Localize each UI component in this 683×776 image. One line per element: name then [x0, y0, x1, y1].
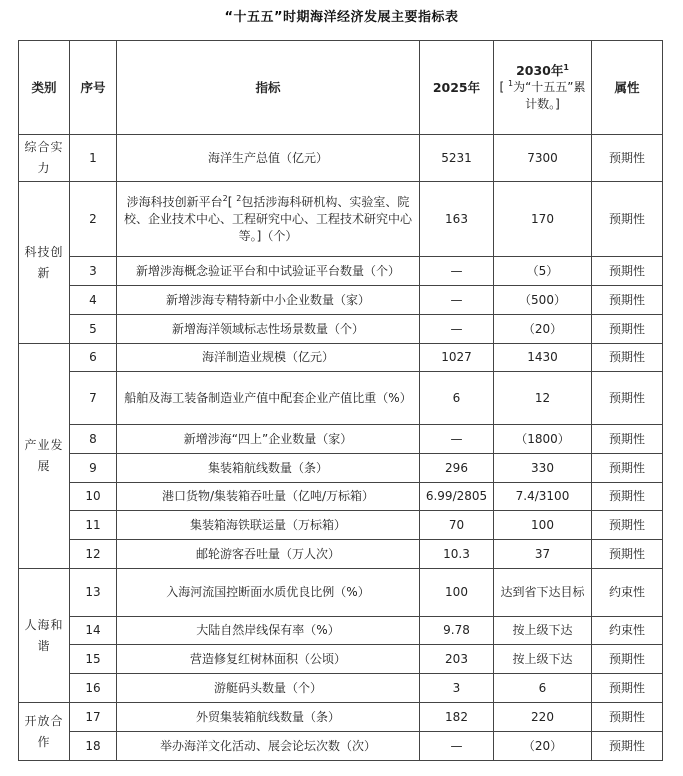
- header-attribute: 属性: [592, 41, 663, 135]
- category-cell: 科技创新: [19, 182, 70, 344]
- value-2030: （20）: [494, 732, 592, 761]
- attribute-cell: 预期性: [592, 372, 663, 425]
- indicator-name: 营造修复红树林面积（公顷）: [117, 645, 420, 674]
- header-2030-label: 2030年: [516, 63, 564, 78]
- row-index: 6: [70, 344, 117, 372]
- indicator-name-part: 包括涉海科研机构、实验室、院校、企业技术中心、工程研究中心、工程技术研究中心等。]（个）: [123, 194, 412, 243]
- value-2030: （500）: [494, 286, 592, 315]
- row-index: 13: [70, 569, 117, 617]
- footnote-mark: 1: [507, 79, 514, 88]
- row-index: 16: [70, 674, 117, 703]
- header-index: 序号: [70, 41, 117, 135]
- table-row: [19, 454, 663, 483]
- value-2025: 1027: [420, 344, 494, 372]
- value-2030: 7.4/3100: [494, 483, 592, 511]
- indicator-name: 海洋生产总值（亿元）: [117, 135, 420, 182]
- table-row: [19, 315, 663, 344]
- value-2030: 1430: [494, 344, 592, 372]
- category-cell: 开放合作: [19, 703, 70, 761]
- attribute-cell: 预期性: [592, 135, 663, 182]
- row-index: 15: [70, 645, 117, 674]
- table-row: [19, 372, 663, 425]
- attribute-cell: 预期性: [592, 286, 663, 315]
- row-index: 2: [70, 182, 117, 257]
- indicator-name: 港口货物/集装箱吞吐量（亿吨/万标箱）: [117, 483, 420, 511]
- value-2030: 37: [494, 540, 592, 569]
- row-index: 4: [70, 286, 117, 315]
- row-index: 8: [70, 425, 117, 454]
- indicator-name: 新增涉海概念验证平台和中试验证平台数量（个）: [117, 257, 420, 286]
- attribute-cell: 预期性: [592, 540, 663, 569]
- attribute-cell: 约束性: [592, 617, 663, 645]
- table-row: [19, 511, 663, 540]
- table-row: [19, 703, 663, 732]
- value-2030: 170: [494, 182, 592, 257]
- value-2025: 9.78: [420, 617, 494, 645]
- indicator-name: 新增涉海“四上”企业数量（家）: [117, 425, 420, 454]
- value-2030: 12: [494, 372, 592, 425]
- indicator-name: 游艇码头数量（个）: [117, 674, 420, 703]
- indicator-name: 海洋制造业规模（亿元）: [117, 344, 420, 372]
- table-row: [19, 645, 663, 674]
- indicator-name: 船舶及海工装备制造业产值中配套企业产值比重（%）: [117, 372, 420, 425]
- value-2025: —: [420, 315, 494, 344]
- table-row: [19, 257, 663, 286]
- value-2030: 6: [494, 674, 592, 703]
- value-2030: 按上级下达: [494, 617, 592, 645]
- attribute-cell: 预期性: [592, 344, 663, 372]
- row-index: 1: [70, 135, 117, 182]
- value-2030: 7300: [494, 135, 592, 182]
- attribute-cell: 预期性: [592, 454, 663, 483]
- indicator-name-part: 涉海科技创新平台: [126, 194, 223, 209]
- value-2030: 220: [494, 703, 592, 732]
- category-cell: 产业发展: [19, 344, 70, 569]
- table-row: [19, 286, 663, 315]
- category-cell: 人海和谐: [19, 569, 70, 703]
- page-title: “十五五”时期海洋经济发展主要指标表: [224, 10, 459, 25]
- indicator-name: 外贸集装箱航线数量（条）: [117, 703, 420, 732]
- value-2030: （5）: [494, 257, 592, 286]
- attribute-cell: 预期性: [592, 315, 663, 344]
- attribute-cell: 约束性: [592, 569, 663, 617]
- row-index: 3: [70, 257, 117, 286]
- indicator-name-part: [: [227, 194, 237, 209]
- table-row: [19, 617, 663, 645]
- indicator-name: 集装箱航线数量（条）: [117, 454, 420, 483]
- table-row: [19, 425, 663, 454]
- value-2025: 3: [420, 674, 494, 703]
- indicator-name: 大陆自然岸线保有率（%）: [117, 617, 420, 645]
- row-index: 14: [70, 617, 117, 645]
- header-2030: [494, 41, 592, 135]
- indicator-table: [18, 40, 663, 761]
- indicator-name: 集装箱海铁联运量（万标箱）: [117, 511, 420, 540]
- attribute-cell: 预期性: [592, 645, 663, 674]
- header-category: 类别: [19, 41, 70, 135]
- table-row: [19, 674, 663, 703]
- row-index: 5: [70, 315, 117, 344]
- header-2030-note: 为“十五五”累计数。]: [513, 80, 586, 111]
- row-index: 11: [70, 511, 117, 540]
- value-2025: 5231: [420, 135, 494, 182]
- table-row: [19, 483, 663, 511]
- table-row: [19, 182, 663, 257]
- indicator-name: 入海河流国控断面水质优良比例（%）: [117, 569, 420, 617]
- table-row: [19, 569, 663, 617]
- value-2025: 182: [420, 703, 494, 732]
- row-index: 9: [70, 454, 117, 483]
- value-2025: —: [420, 732, 494, 761]
- footnote-mark: 2: [236, 193, 242, 203]
- footnote-mark: 1: [563, 62, 569, 72]
- row-index: 12: [70, 540, 117, 569]
- value-2025: 6: [420, 372, 494, 425]
- attribute-cell: 预期性: [592, 182, 663, 257]
- value-2030: 按上级下达: [494, 645, 592, 674]
- value-2030: 330: [494, 454, 592, 483]
- value-2030: （1800）: [494, 425, 592, 454]
- row-index: 10: [70, 483, 117, 511]
- attribute-cell: 预期性: [592, 425, 663, 454]
- table-row: [19, 135, 663, 182]
- table-row: [19, 344, 663, 372]
- attribute-cell: 预期性: [592, 703, 663, 732]
- header-row: [19, 41, 663, 135]
- value-2030: （20）: [494, 315, 592, 344]
- value-2025: 203: [420, 645, 494, 674]
- value-2025: —: [420, 286, 494, 315]
- value-2030: 达到省下达目标: [494, 569, 592, 617]
- attribute-cell: 预期性: [592, 257, 663, 286]
- attribute-cell: 预期性: [592, 511, 663, 540]
- indicator-name: 新增海洋领域标志性场景数量（个）: [117, 315, 420, 344]
- category-cell: 综合实力: [19, 135, 70, 182]
- value-2025: 296: [420, 454, 494, 483]
- attribute-cell: 预期性: [592, 674, 663, 703]
- row-index: 17: [70, 703, 117, 732]
- indicator-name: 新增涉海专精特新中小企业数量（家）: [117, 286, 420, 315]
- row-index: 7: [70, 372, 117, 425]
- value-2025: 6.99/2805: [420, 483, 494, 511]
- header-2025: 2025年: [420, 41, 494, 135]
- value-2025: 10.3: [420, 540, 494, 569]
- indicator-name: 邮轮游客吞吐量（万人次）: [117, 540, 420, 569]
- value-2025: —: [420, 257, 494, 286]
- value-2025: 100: [420, 569, 494, 617]
- table-row: [19, 732, 663, 761]
- header-2030-note-open: [: [499, 80, 508, 94]
- value-2025: 70: [420, 511, 494, 540]
- attribute-cell: 预期性: [592, 732, 663, 761]
- indicator-name: [117, 182, 420, 257]
- value-2025: 163: [420, 182, 494, 257]
- attribute-cell: 预期性: [592, 483, 663, 511]
- footnote-mark: 2: [222, 193, 228, 203]
- value-2030: 100: [494, 511, 592, 540]
- value-2025: —: [420, 425, 494, 454]
- header-indicator: 指标: [117, 41, 420, 135]
- row-index: 18: [70, 732, 117, 761]
- table-row: [19, 540, 663, 569]
- indicator-name: 举办海洋文化活动、展会论坛次数（次）: [117, 732, 420, 761]
